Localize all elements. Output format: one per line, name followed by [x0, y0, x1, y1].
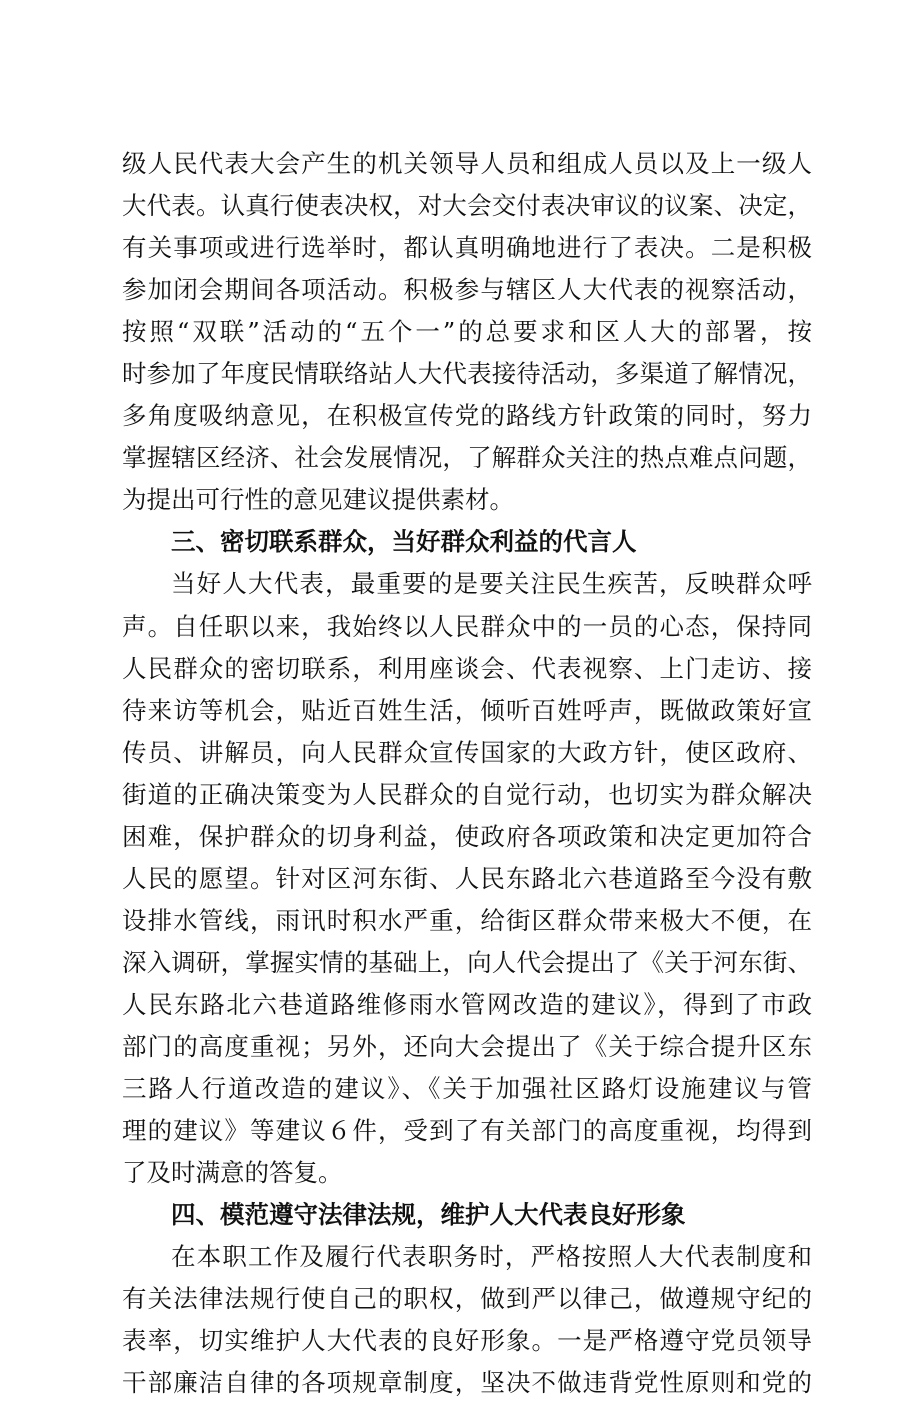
- paragraph-line: 干部廉洁自律的各项规章制度，坚决不做违背党性原则和党的: [122, 1368, 812, 1398]
- paragraph-line: 部门的高度重视；另外，还向大会提出了《关于综合提升区东: [122, 1031, 812, 1061]
- paragraph-line: 传员、讲解员，向人民群众宣传国家的大政方针，使区政府、: [122, 737, 812, 767]
- paragraph-line: 三路人行道改造的建议》、《关于加强社区路灯设施建议与管: [122, 1074, 812, 1104]
- paragraph-line: 困难，保护群众的切身利益，使政府各项政策和决定更加符合: [122, 821, 812, 851]
- paragraph-line: 人民东路北六巷道路维修雨水管网改造的建议》，得到了市政: [122, 989, 812, 1019]
- paragraph-line: 按照“双联”活动的“五个一”的总要求和区人大的部署，按: [122, 317, 812, 347]
- document-body: [122, 143, 812, 1404]
- paragraph-line: 待来访等机会，贴近百姓生活，倾听百姓呼声，既做政策好宣: [122, 695, 812, 725]
- paragraph-line: 了及时满意的答复。: [122, 1158, 343, 1188]
- paragraph-line: 多角度吸纳意见，在积极宣传党的路线方针政策的同时，努力: [122, 401, 812, 431]
- paragraph-line: 有关法律法规行使自己的职权，做到严以律己，做遵规守纪的: [122, 1284, 812, 1314]
- section-heading-3: 三、密切联系群众，当好群众利益的代言人: [171, 527, 637, 557]
- paragraph-line: 深入调研，掌握实情的基础上，向人代会提出了《关于河东街、: [122, 947, 812, 977]
- paragraph-line: 人民的愿望。针对区河东街、人民东路北六巷道路至今没有敷: [122, 863, 812, 893]
- paragraph-line: 当好人大代表，最重要的是要关注民生疾苦，反映群众呼: [171, 569, 812, 599]
- paragraph-line: 人民群众的密切联系，利用座谈会、代表视察、上门走访、接: [122, 653, 812, 683]
- paragraph-line: 在本职工作及履行代表职务时，严格按照人大代表制度和: [171, 1242, 812, 1272]
- paragraph-line: 为提出可行性的意见建议提供素材。: [122, 485, 514, 515]
- paragraph-line: 声。自任职以来，我始终以人民群众中的一员的心态，保持同: [122, 611, 812, 641]
- paragraph-line: 有关事项或进行选举时，都认真明确地进行了表决。二是积极: [122, 233, 812, 263]
- paragraph-line: 街道的正确决策变为人民群众的自觉行动，也切实为群众解决: [122, 779, 812, 809]
- paragraph-line: 设排水管线，雨讯时积水严重，给街区群众带来极大不便，在: [122, 905, 812, 935]
- paragraph-line: 表率，切实维护人大代表的良好形象。一是严格遵守党员领导: [122, 1326, 812, 1356]
- paragraph-line: 级人民代表大会产生的机关领导人员和组成人员以及上一级人: [122, 149, 812, 178]
- paragraph-line: 时参加了年度民情联络站人大代表接待活动，多渠道了解情况，: [122, 359, 812, 389]
- paragraph-line: 理的建议》等建议６件，受到了有关部门的高度重视，均得到: [122, 1116, 812, 1146]
- paragraph-line: 参加闭会期间各项活动。积极参与辖区人大代表的视察活动，: [122, 275, 812, 305]
- section-heading-4: 四、模范遵守法律法规，维护人大代表良好形象: [171, 1200, 686, 1230]
- paragraph-line: 掌握辖区经济、社会发展情况，了解群众关注的热点难点问题，: [122, 443, 812, 473]
- paragraph-line: 大代表。认真行使表决权，对大会交付表决审议的议案、决定，: [122, 191, 812, 221]
